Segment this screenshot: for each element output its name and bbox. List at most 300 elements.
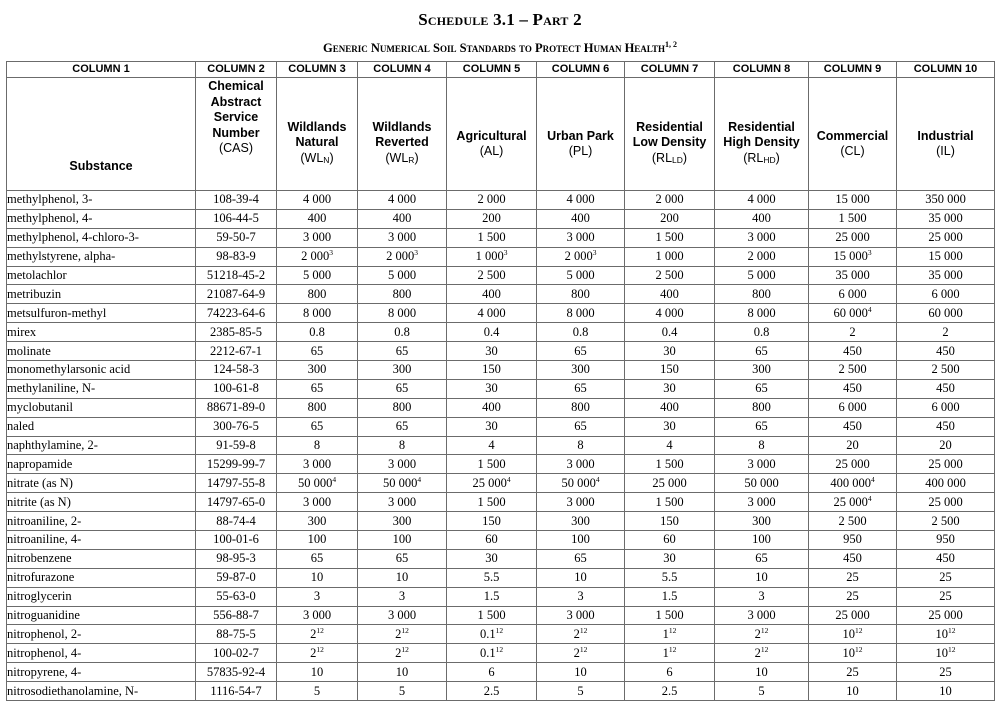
value-text: 8	[758, 438, 765, 453]
substance-cell: methylphenol, 4-chloro-3-	[7, 228, 196, 247]
value-text: 6 000	[931, 400, 960, 415]
standard-value-cell-residential-low-density	[625, 512, 715, 531]
standard-value-cell-wildlands-reverted	[358, 474, 447, 493]
substance-cell: metolachlor	[7, 266, 196, 285]
header-label-line: Urban Park	[547, 128, 614, 143]
column-header-wildlands-reverted	[358, 78, 447, 191]
value-text: 2	[310, 645, 317, 660]
standard-value-cell-agricultural	[447, 531, 537, 550]
standard-value-cell-commercial	[809, 606, 897, 625]
value-text: 30	[485, 419, 498, 434]
standard-value-cell-industrial	[897, 342, 995, 361]
header-label-line: Wildlands	[287, 119, 347, 134]
abbr-text: (CAS)	[218, 141, 254, 155]
cas-cell: 51218-45-2	[196, 266, 277, 285]
standard-value-cell-residential-low-density	[625, 304, 715, 323]
header-label-line: High Density	[723, 135, 800, 150]
header-label-line: Reverted	[375, 135, 429, 150]
table-row	[7, 228, 995, 247]
cas-cell: 98-83-9	[196, 247, 277, 266]
standard-value-cell-residential-high-density	[715, 266, 809, 285]
value-text: 0.4	[483, 324, 500, 339]
standard-value-cell-residential-high-density	[715, 398, 809, 417]
header-abbreviation	[715, 151, 808, 169]
standard-value-cell-urban-park	[537, 531, 625, 550]
value-text: 65	[574, 551, 587, 566]
value-text: 100	[307, 532, 327, 547]
standard-value-cell-commercial	[809, 682, 897, 701]
table-row	[7, 266, 995, 285]
cas-cell: 108-39-4	[196, 191, 277, 210]
header-label-line: Residential	[728, 119, 795, 134]
column-header-industrial	[897, 78, 995, 191]
value-text: 2	[395, 645, 402, 660]
standard-value-cell-residential-low-density	[625, 323, 715, 342]
standard-value-cell-industrial	[897, 209, 995, 228]
value-text: 300	[307, 362, 327, 377]
standard-value-cell-commercial	[809, 361, 897, 380]
table-row	[7, 417, 995, 436]
standard-value-cell-industrial	[897, 436, 995, 455]
standard-value-cell-commercial	[809, 474, 897, 493]
standard-value-cell-wildlands-reverted	[358, 342, 447, 361]
value-text: 3 000	[566, 230, 595, 245]
value-text: 65	[755, 551, 768, 566]
value-text: 2 500	[931, 513, 960, 528]
value-text: 25 000	[928, 608, 963, 623]
standard-value-cell-wildlands-reverted	[358, 568, 447, 587]
value-text: 35 000	[928, 211, 963, 226]
value-text: 0.1	[479, 626, 496, 641]
value-text: 10	[755, 664, 768, 679]
column-header-substance	[7, 78, 196, 191]
value-text: 2 500	[655, 268, 684, 282]
value-text: 8 000	[566, 305, 595, 320]
standard-value-cell-wildlands-natural	[277, 682, 358, 701]
value-text: 6 000	[931, 286, 960, 301]
standard-value-cell-commercial	[809, 379, 897, 398]
value-text: 8	[398, 438, 406, 453]
value-text: 2 500	[838, 362, 867, 377]
header-label-line: Residential	[636, 119, 703, 134]
standard-value-cell-industrial	[897, 493, 995, 512]
standard-value-cell-wildlands-natural	[277, 304, 358, 323]
substance-cell: nitrite (as N)	[7, 493, 196, 512]
standard-value-cell-industrial	[897, 568, 995, 587]
value-text: 1 500	[655, 494, 684, 509]
standard-value-cell-residential-high-density	[715, 568, 809, 587]
value-text: 2	[573, 645, 580, 660]
value-text: 1.5	[661, 589, 678, 604]
table-row	[7, 682, 995, 701]
substance-cell: naled	[7, 417, 196, 436]
abbr-text: (RL	[651, 150, 673, 165]
value-text: 10	[395, 570, 409, 585]
standard-value-cell-residential-high-density	[715, 304, 809, 323]
cas-cell: 21087-64-9	[196, 285, 277, 304]
value-text: 2 000	[655, 192, 684, 207]
value-text: 1	[662, 626, 669, 641]
header-abbreviation	[196, 141, 276, 157]
value-text: 400	[307, 211, 327, 226]
value-text: 3 000	[747, 456, 776, 471]
standard-value-cell-industrial	[897, 398, 995, 417]
standard-value-cell-wildlands-natural	[277, 361, 358, 380]
value-text: 2 000	[564, 249, 593, 264]
standard-value-cell-wildlands-reverted	[358, 549, 447, 568]
standard-value-cell-industrial	[897, 531, 995, 550]
table-row	[7, 247, 995, 266]
value-text: 5 000	[387, 268, 417, 282]
standard-value-cell-wildlands-reverted	[358, 304, 447, 323]
standard-value-cell-urban-park	[537, 455, 625, 474]
value-text: 1.5	[483, 589, 500, 604]
value-text: 400	[482, 286, 501, 301]
substance-cell: nitroaniline, 2-	[7, 512, 196, 531]
standard-value-cell-residential-low-density	[625, 455, 715, 474]
value-text: 300	[307, 513, 327, 528]
standard-value-cell-urban-park	[537, 493, 625, 512]
value-text: 400	[660, 400, 679, 415]
abbr-text: (WL	[300, 150, 324, 165]
column-number-3: COLUMN 3	[277, 62, 358, 78]
table-row	[7, 644, 995, 663]
cas-cell: 556-88-7	[196, 606, 277, 625]
standard-value-cell-residential-high-density	[715, 587, 809, 606]
standard-value-cell-wildlands-reverted	[358, 209, 447, 228]
standard-value-cell-industrial	[897, 304, 995, 323]
footnote-marker: 4	[867, 493, 872, 503]
value-text: 800	[571, 400, 590, 415]
value-text: 3 000	[747, 608, 776, 623]
cas-cell: 88-74-4	[196, 512, 277, 531]
standard-value-cell-agricultural	[447, 361, 537, 380]
standard-value-cell-industrial	[897, 228, 995, 247]
standard-value-cell-wildlands-natural	[277, 568, 358, 587]
standard-value-cell-agricultural	[447, 228, 537, 247]
standard-value-cell-wildlands-reverted	[358, 266, 447, 285]
standard-value-cell-wildlands-natural	[277, 228, 358, 247]
footnote-marker: 12	[579, 644, 588, 654]
standard-value-cell-residential-low-density	[625, 568, 715, 587]
value-text: 450	[843, 551, 862, 566]
value-text: 450	[843, 381, 862, 396]
substance-cell: metribuzin	[7, 285, 196, 304]
value-text: 5 000	[747, 268, 776, 282]
value-text: 2 000	[477, 192, 506, 207]
header-label-line: Natural	[295, 135, 339, 150]
standard-value-cell-wildlands-natural	[277, 285, 358, 304]
column-number-2: COLUMN 2	[196, 62, 277, 78]
standard-value-cell-urban-park	[537, 474, 625, 493]
standard-value-cell-industrial	[897, 323, 995, 342]
standard-value-cell-urban-park	[537, 436, 625, 455]
cas-cell: 1116-54-7	[196, 682, 277, 701]
cas-cell: 2385-85-5	[196, 323, 277, 342]
value-text: 150	[482, 513, 501, 528]
abbr-subscript: N	[323, 154, 330, 165]
value-text: 65	[310, 343, 324, 358]
cas-cell: 14797-65-0	[196, 493, 277, 512]
standard-value-cell-commercial	[809, 531, 897, 550]
standard-value-cell-wildlands-reverted	[358, 682, 447, 701]
value-text: 3 000	[747, 230, 776, 245]
value-text: 65	[755, 343, 768, 358]
standard-value-cell-agricultural	[447, 644, 537, 663]
value-text: 1 500	[838, 211, 867, 226]
standard-value-cell-residential-low-density	[625, 663, 715, 682]
standard-value-cell-wildlands-reverted	[358, 455, 447, 474]
value-text: 1	[662, 645, 669, 660]
abbr-subscript: R	[408, 154, 415, 165]
value-text: 1 500	[655, 230, 684, 245]
value-text: 50 000	[382, 475, 418, 490]
standard-value-cell-industrial	[897, 663, 995, 682]
standard-value-cell-commercial	[809, 247, 897, 266]
footnote-marker: 12	[948, 625, 956, 635]
value-text: 35 000	[835, 268, 870, 282]
standard-value-cell-agricultural	[447, 568, 537, 587]
value-text: 400	[392, 211, 412, 226]
standard-value-cell-residential-low-density	[625, 493, 715, 512]
standard-value-cell-commercial	[809, 285, 897, 304]
substance-cell: nitrate (as N)	[7, 474, 196, 493]
standard-value-cell-industrial	[897, 379, 995, 398]
header-abbreviation	[897, 144, 994, 160]
value-text: 65	[395, 551, 409, 566]
substance-cell: nitrophenol, 4-	[7, 644, 196, 663]
substance-cell: nitropyrene, 4-	[7, 663, 196, 682]
footnote-marker: 3	[867, 248, 872, 258]
value-text: 2.5	[483, 683, 500, 698]
value-text: 65	[755, 381, 768, 396]
cas-cell: 100-61-8	[196, 379, 277, 398]
value-text: 2 000	[747, 249, 776, 264]
standard-value-cell-wildlands-reverted	[358, 436, 447, 455]
value-text: 1 000	[655, 249, 684, 264]
standard-value-cell-urban-park	[537, 512, 625, 531]
table-row	[7, 379, 995, 398]
footnote-marker: 12	[316, 644, 324, 654]
table-row	[7, 285, 995, 304]
value-text: 25	[846, 664, 859, 679]
value-text: 5	[313, 683, 321, 698]
footnote-marker: 3	[414, 248, 418, 258]
standard-value-cell-agricultural	[447, 606, 537, 625]
cas-cell: 57835-92-4	[196, 663, 277, 682]
header-label-line: Service	[213, 110, 259, 124]
value-text: 25 000	[472, 475, 507, 490]
substance-cell: nitrobenzene	[7, 549, 196, 568]
value-text: 400 000	[830, 475, 871, 490]
standard-value-cell-wildlands-natural	[277, 191, 358, 210]
standard-value-cell-wildlands-reverted	[358, 606, 447, 625]
value-text: 100	[392, 532, 412, 547]
value-text: 450	[936, 551, 955, 566]
column-number-7: COLUMN 7	[625, 62, 715, 78]
table-body	[7, 191, 995, 701]
standard-value-cell-residential-high-density	[715, 285, 809, 304]
value-text: 35 000	[928, 268, 963, 282]
standard-value-cell-commercial	[809, 587, 897, 606]
standard-value-cell-wildlands-reverted	[358, 191, 447, 210]
value-text: 20	[939, 438, 952, 453]
value-text: 10	[395, 664, 409, 679]
standard-value-cell-industrial	[897, 625, 995, 644]
substance-cell: metsulfuron-methyl	[7, 304, 196, 323]
value-text: 0.8	[753, 324, 770, 339]
standard-value-cell-residential-high-density	[715, 531, 809, 550]
standard-value-cell-wildlands-reverted	[358, 493, 447, 512]
value-text: 10	[574, 664, 587, 679]
value-text: 0.8	[309, 324, 325, 339]
value-text: 150	[660, 513, 679, 528]
standard-value-cell-residential-high-density	[715, 644, 809, 663]
standard-value-cell-residential-low-density	[625, 549, 715, 568]
standard-value-cell-industrial	[897, 285, 995, 304]
standard-value-cell-urban-park	[537, 304, 625, 323]
value-text: 800	[392, 286, 412, 301]
cas-cell: 55-63-0	[196, 587, 277, 606]
standard-value-cell-urban-park	[537, 323, 625, 342]
cas-cell: 59-50-7	[196, 228, 277, 247]
value-text: 2 500	[477, 268, 506, 282]
standard-value-cell-urban-park	[537, 209, 625, 228]
standard-value-cell-urban-park	[537, 587, 625, 606]
value-text: 0.4	[661, 324, 678, 339]
standard-value-cell-commercial	[809, 436, 897, 455]
standard-value-cell-urban-park	[537, 625, 625, 644]
value-text: 65	[574, 343, 587, 358]
standard-value-cell-residential-high-density	[715, 512, 809, 531]
table-row	[7, 549, 995, 568]
value-text: 2	[942, 324, 949, 339]
value-text: 950	[936, 532, 955, 547]
standard-value-cell-wildlands-reverted	[358, 587, 447, 606]
standard-value-cell-residential-low-density	[625, 266, 715, 285]
table-row	[7, 606, 995, 625]
standard-value-cell-wildlands-reverted	[358, 531, 447, 550]
table-row	[7, 191, 995, 210]
table-subtitle	[0, 40, 1000, 56]
cas-cell: 91-59-8	[196, 436, 277, 455]
standard-value-cell-residential-high-density	[715, 417, 809, 436]
standard-value-cell-wildlands-reverted	[358, 247, 447, 266]
standard-value-cell-urban-park	[537, 644, 625, 663]
header-label-line: Abstract	[210, 94, 262, 109]
cas-cell: 124-58-3	[196, 361, 277, 380]
value-text: 5.5	[661, 570, 678, 585]
substance-cell: mirex	[7, 323, 196, 342]
header-abbreviation	[277, 151, 357, 169]
footnote-marker: 12	[855, 625, 863, 635]
standard-value-cell-wildlands-natural	[277, 625, 358, 644]
value-text: 3 000	[566, 608, 595, 623]
value-text: 8 000	[387, 305, 417, 320]
footnote-marker: 12	[668, 644, 677, 654]
footnote-marker: 12	[401, 625, 409, 635]
value-text: 300	[571, 362, 590, 377]
standard-value-cell-residential-high-density	[715, 474, 809, 493]
standard-value-cell-urban-park	[537, 342, 625, 361]
standard-value-cell-urban-park	[537, 228, 625, 247]
value-text: 3	[398, 589, 406, 604]
value-text: 65	[574, 419, 587, 434]
column-number-5: COLUMN 5	[447, 62, 537, 78]
value-text: 800	[752, 286, 771, 301]
standard-value-cell-residential-high-density	[715, 342, 809, 361]
value-text: 450	[843, 419, 862, 434]
header-label-line: Substance	[69, 158, 133, 173]
standard-value-cell-wildlands-natural	[277, 323, 358, 342]
value-text: 2.5	[661, 683, 678, 698]
abbr-subscript: HD	[763, 154, 776, 165]
standard-value-cell-agricultural	[447, 512, 537, 531]
standard-value-cell-wildlands-natural	[277, 587, 358, 606]
value-text: 3 000	[302, 494, 332, 509]
standard-value-cell-agricultural	[447, 549, 537, 568]
header-label-line: Commercial	[816, 128, 889, 143]
standard-value-cell-residential-low-density	[625, 682, 715, 701]
table-row	[7, 304, 995, 323]
substance-cell: nitroaniline, 4-	[7, 531, 196, 550]
value-text: 25 000	[652, 475, 687, 490]
value-text: 25	[939, 664, 952, 679]
value-text: 30	[663, 381, 676, 396]
standard-value-cell-residential-low-density	[625, 191, 715, 210]
value-text: 8 000	[747, 305, 776, 320]
abbr-close: )	[414, 150, 419, 165]
standard-value-cell-industrial	[897, 417, 995, 436]
value-text: 450	[936, 381, 955, 396]
standard-value-cell-agricultural	[447, 398, 537, 417]
table-row	[7, 663, 995, 682]
value-text: 6 000	[838, 286, 867, 301]
footnote-marker: 12	[495, 644, 504, 654]
standard-value-cell-residential-low-density	[625, 531, 715, 550]
standard-value-cell-urban-park	[537, 398, 625, 417]
cas-cell: 100-01-6	[196, 531, 277, 550]
standard-value-cell-wildlands-reverted	[358, 323, 447, 342]
standard-value-cell-urban-park	[537, 549, 625, 568]
standard-value-cell-wildlands-reverted	[358, 663, 447, 682]
value-text: 3 000	[302, 456, 332, 471]
value-text: 2	[573, 626, 580, 641]
value-text: 2	[849, 324, 856, 339]
value-text: 2 500	[931, 362, 960, 377]
cas-cell: 14797-55-8	[196, 474, 277, 493]
standard-value-cell-wildlands-reverted	[358, 625, 447, 644]
table-row	[7, 209, 995, 228]
standard-value-cell-industrial	[897, 247, 995, 266]
abbr-text: (IL)	[936, 144, 955, 158]
header-abbreviation	[625, 151, 714, 169]
value-text: 10	[574, 570, 587, 585]
header-abbreviation	[447, 144, 536, 160]
standard-value-cell-urban-park	[537, 417, 625, 436]
value-text: 4 000	[477, 305, 506, 320]
value-text: 3 000	[387, 608, 417, 623]
standard-value-cell-residential-low-density	[625, 342, 715, 361]
substance-cell: nitrosodiethanolamine, N-	[7, 682, 196, 701]
column-header-urban-park	[537, 78, 625, 191]
standard-value-cell-wildlands-reverted	[358, 228, 447, 247]
standard-value-cell-residential-high-density	[715, 247, 809, 266]
value-text: 65	[310, 381, 324, 396]
value-text: 400	[482, 400, 501, 415]
value-text: 4 000	[302, 192, 332, 207]
abbr-close: )	[329, 150, 334, 165]
